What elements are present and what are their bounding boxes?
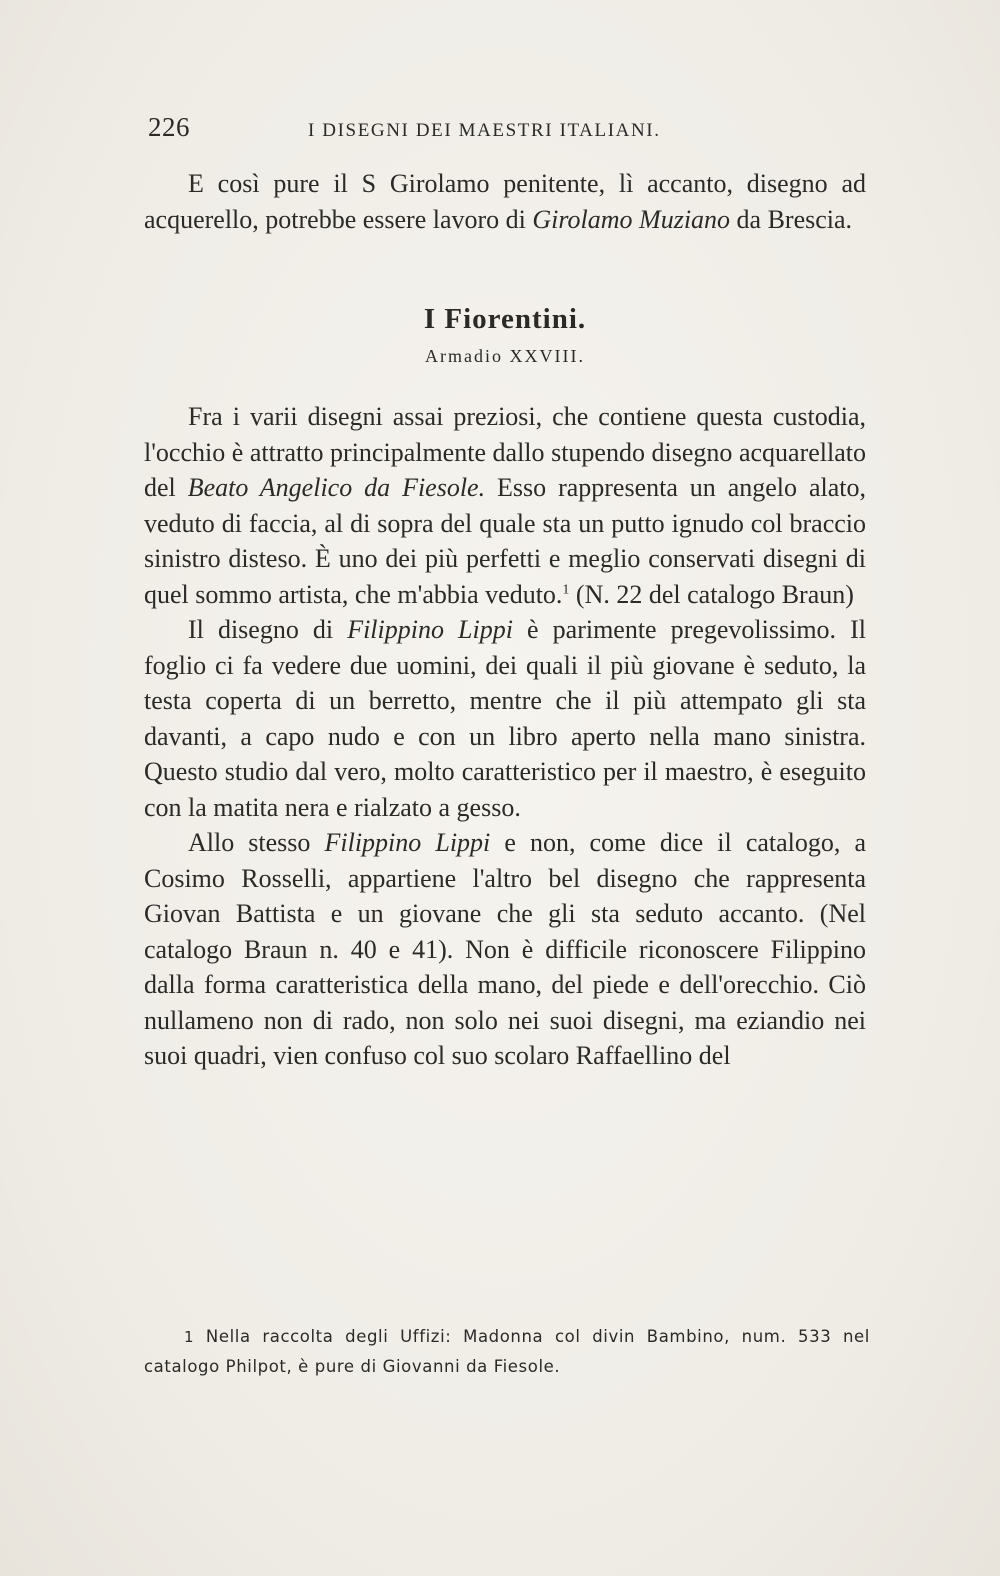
paragraph-1-text-a: E così pure il S Girolamo penitente, lì accanto, disegno ad acquerello, potrebbe essere lavoro di [144,169,866,234]
paragraph-1-italic-name: Girolamo Muziano [532,204,731,234]
paragraph-4-italic-name: Filippino Lippi [324,828,491,857]
page-header [148,112,868,152]
paragraph-4-text-b: e non, come dice il catalogo, a Cosimo Rosselli, appartiene l'altro bel disegno che rappresenta Giovan Battista e un giovane che gli sta seduto accanto. (Nel catalogo Braun n. 40 e 41). Non è difficile riconoscere Filippino dalla forma caratteristica della mano, del piede e dell'orecchio. Ciò nullameno non di rado, non solo nei suoi disegni, ma eziandio nei suoi quadri, vien confuso col suo scolaro Raffaellino del [144,828,867,1070]
footnote-text: Nella raccolta degli Uffizi: Madonna col divin Bambino, num. 533 nel catalogo Philpot, è pure di Giovanni da Fiesole. [144,1327,870,1376]
paragraph-4 [144,825,866,1074]
paragraph-3-italic-name: Filippino Lippi [347,615,513,644]
body-text [144,166,866,1074]
footnote [144,1322,870,1382]
footnote-paragraph [144,1322,870,1382]
paragraph-1 [144,166,866,237]
paragraph-3-text-b: è parimente pregevolissimo. Il foglio ci fa vedere due uomini, dei quali il più giovane è seduto, la testa coperta di un berretto, mentre che il più attempato gli sta davanti, a capo nudo e con un libro aperto nella mano sinistra. Questo studio dal vero, molto caratteristico per il maestro, è eseguito con la matita nera e rialzato a gesso. [144,615,866,822]
paragraph-4-text-a: Allo stesso [188,828,325,857]
paragraph-1-text-b: da Brescia. [730,204,853,234]
paragraph-2-text-b: Esso rappresenta un angelo alato, veduto di faccia, al di sopra del quale sta un putto ignudo col braccio sinistro disteso. È uno dei più perfetti e meglio conservati disegni di quel sommo artista, che m'abbia veduto. [144,473,866,609]
paragraph-2-italic-name: Beato Angelico da Fiesole. [187,473,486,502]
running-title: I DISEGNI DEI MAESTRI ITALIANI. [308,120,661,141]
footnote-reference: 1 [562,581,570,597]
section-title: I Fiorentini. [423,303,587,335]
footnote-number: 1 [184,1328,195,1346]
page-number: 226 [148,112,190,142]
section-subtitle: Armadio XXVIII. [425,346,585,366]
paragraph-2 [144,399,866,612]
paragraph-2-text-c: (N. 22 del catalogo Braun) [569,579,854,609]
paragraph-3-text-a: Il disegno di [188,615,348,644]
paragraph-3 [144,612,866,825]
paragraph-2-text-a: Fra i varii disegni assai preziosi, che contiene questa custodia, l'occhio è attratto principalmente dallo stupendo disegno acquarellato del [144,402,866,502]
